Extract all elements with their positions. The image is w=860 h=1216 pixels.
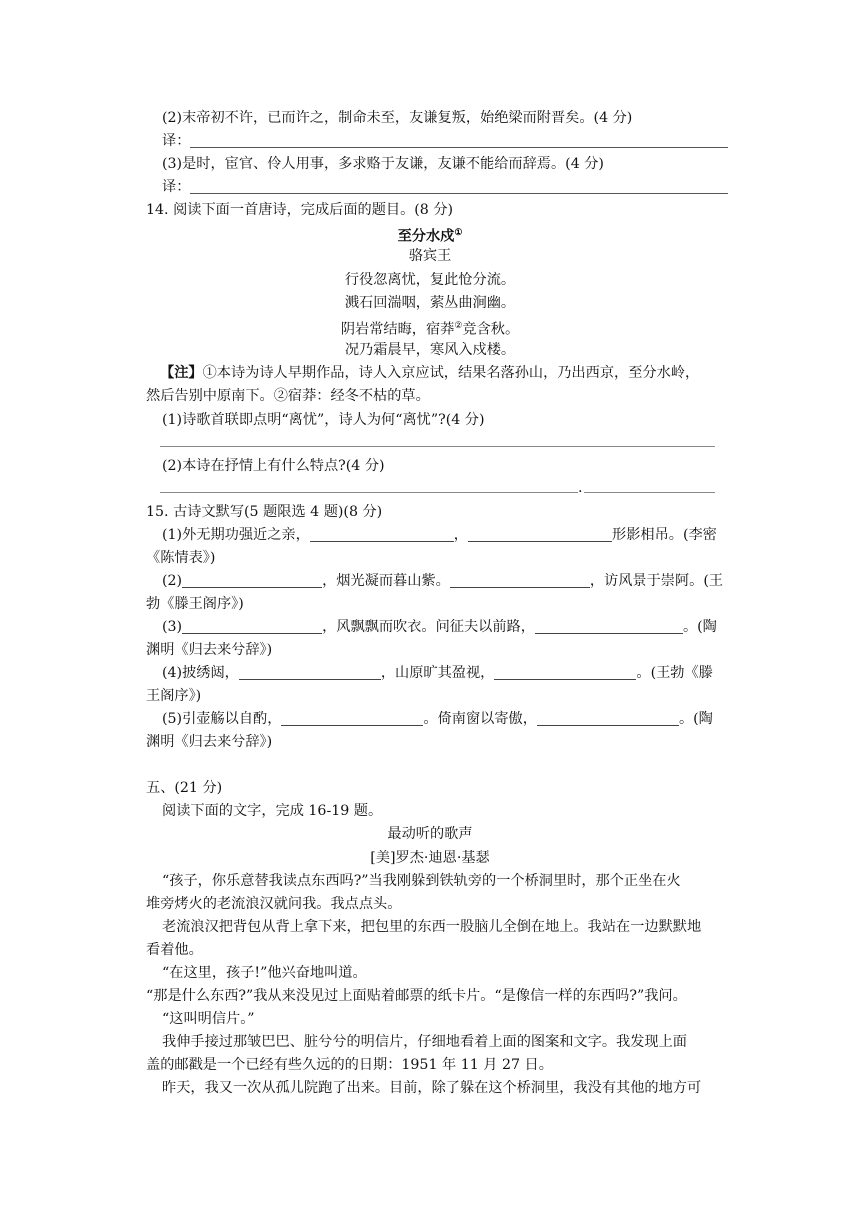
q14-dot: . [578, 480, 583, 496]
q13-answer-line-3 [190, 193, 728, 194]
q15-prompt: 15. 古诗文默写(5 题限选 4 题)(8 分) [146, 504, 383, 520]
poem-title: 至分水戍① [397, 228, 463, 245]
story-p3: “在这里，孩子!”他兴奋地叫道。 [162, 965, 367, 981]
q14-answer-line-2b [584, 492, 715, 493]
q15-item-4: (4)披绣闼， ，山原旷其盈视， 。(王勃《滕 [162, 665, 713, 681]
section-5-instruction: 阅读下面的文字，完成 16-19 题。 [162, 803, 383, 819]
story-p6-line-2: 盖的邮戳是一个已经有些久远的的日期：1951 年 11 月 27 日。 [146, 1057, 553, 1073]
q15-item-3: (3) ，风飘飘而吹衣。问征夫以前路， 。(陶 [162, 619, 717, 635]
q15-item-1-source: 《陈情表》) [146, 550, 216, 566]
q13-sentence-2: (2)末帝初不许，已而许之，制命未至，友谦复叛，始绝梁而附晋矣。(4 分) [162, 110, 633, 126]
story-p1-line-2: 堆旁烤火的老流浪汉就问我。我点点头。 [146, 896, 402, 912]
poem-author: 骆宾王 [408, 248, 452, 264]
story-title: 最动听的歌声 [387, 826, 473, 842]
q14-prompt: 14. 阅读下面一首唐诗，完成后面的题目。(8 分) [146, 202, 454, 218]
q15-item-5: (5)引壶觞以自酌， 。倚南窗以寄傲， 。(陶 [162, 711, 713, 727]
q14-subquestion-2: (2)本诗在抒情上有什么特点?(4 分) [162, 458, 385, 474]
poem-note-line-2: 然后告别中原南下。②宿莽：经冬不枯的草。 [146, 388, 430, 404]
q14-answer-line-1 [160, 446, 715, 447]
q15-item-1: (1)外无期功强近之亲， ， 形影相吊。(李密 [162, 527, 717, 543]
story-p2-line-2: 看着他。 [146, 942, 203, 958]
q13-translation-label-2: 译： [162, 133, 191, 149]
poem-line-2: 溅石回湍咽，萦丛曲涧幽。 [344, 295, 516, 311]
story-p6-line-1: 我伸手接过那皱巴巴、脏兮兮的明信片，仔细地看着上面的图案和文字。我发现上面 [162, 1034, 687, 1050]
story-p7-line-1: 昨天，我又一次从孤儿院跑了出来。目前，除了躲在这个桥洞里，我没有其他的地方可 [162, 1080, 702, 1096]
poem-line-3: 阴岩常结晦，宿莽②竞含秋。 [340, 321, 520, 338]
q13-sentence-3: (3)是时，宦官、伶人用事，多求赂于友谦，友谦不能给而辞焉。(4 分) [162, 156, 604, 172]
q15-item-4-source: 王阁序》) [146, 688, 202, 704]
poem-line-1: 行役忽离忧，复此怆分流。 [344, 272, 516, 288]
story-p5: “这叫明信片。” [162, 1011, 255, 1027]
story-author: [美]罗杰·迪恩·基瑟 [370, 850, 490, 866]
q15-item-5-source: 渊明《归去来兮辞》) [146, 734, 273, 750]
poem-note-line-1: 【注】①本诗为诗人早期作品，诗人入京应试，结果名落孙山，乃出西京，至分水岭， [160, 365, 700, 381]
q13-answer-line-2 [190, 147, 728, 148]
q15-item-3-source: 渊明《归去来兮辞》) [146, 642, 273, 658]
q15-item-2: (2) ，烟光凝而暮山紫。 ，访风景于崇阿。(王 [162, 573, 724, 589]
story-p2-line-1: 老流浪汉把背包从背上拿下来，把包里的东西一股脑儿全倒在地上。我站在一边默默地 [162, 919, 702, 935]
q14-subquestion-1: (1)诗歌首联即点明“离忧”，诗人为何“离忧”?(4 分) [162, 412, 485, 428]
poem-line-4: 况乃霜晨早，寒风入戍楼。 [344, 342, 516, 358]
section-5-heading: 五、(21 分) [146, 780, 223, 796]
story-p4: “那是什么东西?”我从来没见过上面贴着邮票的纸卡片。“是像信一样的东西吗?”我问。 [146, 988, 687, 1004]
story-p1-line-1: “孩子，你乐意替我读点东西吗?”当我刚躲到铁轨旁的一个桥洞里时，那个正坐在火 [162, 873, 681, 889]
q15-item-2-source: 勃《滕王阁序》) [146, 596, 244, 612]
q14-answer-line-2a [160, 492, 578, 493]
q13-translation-label-3: 译： [162, 179, 191, 195]
